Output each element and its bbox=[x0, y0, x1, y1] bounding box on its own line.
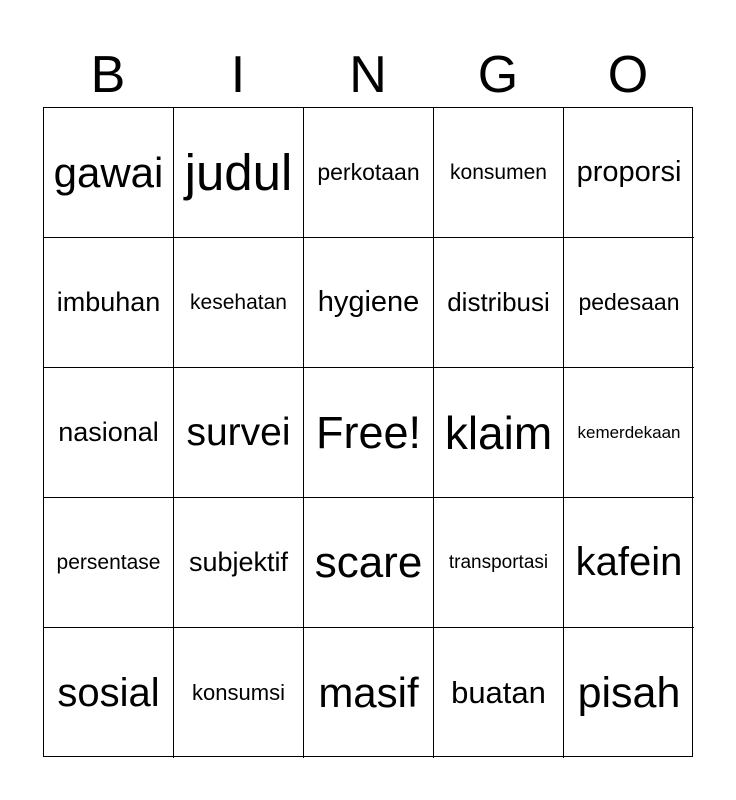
bingo-board bbox=[43, 107, 693, 757]
bingo-cell[interactable] bbox=[44, 238, 174, 368]
bingo-cell[interactable] bbox=[304, 498, 434, 628]
bingo-cell[interactable] bbox=[44, 498, 174, 628]
cell-word: persentase bbox=[56, 550, 161, 574]
bingo-cell[interactable] bbox=[304, 238, 434, 368]
bingo-cell[interactable] bbox=[564, 498, 694, 628]
bingo-cell[interactable] bbox=[434, 108, 564, 238]
bingo-cell[interactable] bbox=[174, 108, 304, 238]
cell-word: kesehatan bbox=[190, 290, 287, 314]
bingo-cell[interactable] bbox=[434, 368, 564, 498]
cell-word: nasional bbox=[58, 417, 159, 447]
cell-word: transportasi bbox=[448, 551, 549, 573]
bingo-header bbox=[43, 44, 693, 106]
cell-word: hygiene bbox=[317, 286, 420, 318]
bingo-cell[interactable] bbox=[564, 628, 694, 758]
bingo-cell[interactable] bbox=[564, 238, 694, 368]
cell-word: proporsi bbox=[576, 156, 682, 188]
cell-word: pisah bbox=[577, 668, 681, 717]
cell-word: klaim bbox=[444, 406, 553, 459]
bingo-cell[interactable] bbox=[564, 108, 694, 238]
bingo-cell[interactable] bbox=[44, 368, 174, 498]
cell-word: distribusi bbox=[447, 287, 550, 317]
cell-word: imbuhan bbox=[56, 287, 161, 317]
bingo-cell[interactable] bbox=[174, 238, 304, 368]
header-letter-n: N bbox=[349, 46, 387, 104]
bingo-cell[interactable] bbox=[304, 628, 434, 758]
cell-word: kemerdekaan bbox=[577, 422, 681, 442]
cell-word: gawai bbox=[53, 148, 164, 196]
bingo-cell[interactable] bbox=[304, 108, 434, 238]
cell-word: subjektif bbox=[188, 547, 289, 577]
bingo-cell[interactable] bbox=[174, 368, 304, 498]
cell-word: masif bbox=[318, 669, 419, 716]
bingo-cell[interactable] bbox=[434, 628, 564, 758]
bingo-cell[interactable] bbox=[434, 498, 564, 628]
bingo-cell[interactable] bbox=[174, 498, 304, 628]
header-letter-b: B bbox=[90, 46, 126, 104]
cell-word: kafein bbox=[575, 540, 683, 584]
cell-word: konsumsi bbox=[192, 680, 285, 705]
bingo-cell[interactable] bbox=[434, 238, 564, 368]
free-space-label: Free! bbox=[315, 406, 422, 458]
cell-word: pedesaan bbox=[578, 289, 680, 315]
cell-word: sosial bbox=[57, 670, 160, 715]
bingo-cell[interactable] bbox=[44, 628, 174, 758]
free-space-cell[interactable] bbox=[304, 368, 434, 498]
bingo-cell[interactable] bbox=[174, 628, 304, 758]
header-letter-o: O bbox=[607, 46, 649, 104]
header-letter-g: G bbox=[477, 46, 519, 104]
cell-word: konsumen bbox=[450, 160, 547, 184]
header-letter-i: I bbox=[230, 46, 246, 104]
cell-word: survei bbox=[186, 410, 291, 454]
bingo-cell[interactable] bbox=[44, 108, 174, 238]
cell-word: scare bbox=[314, 537, 423, 587]
cell-word: perkotaan bbox=[317, 159, 420, 185]
cell-word: judul bbox=[184, 144, 293, 201]
bingo-cell[interactable] bbox=[564, 368, 694, 498]
cell-word: buatan bbox=[451, 675, 546, 710]
